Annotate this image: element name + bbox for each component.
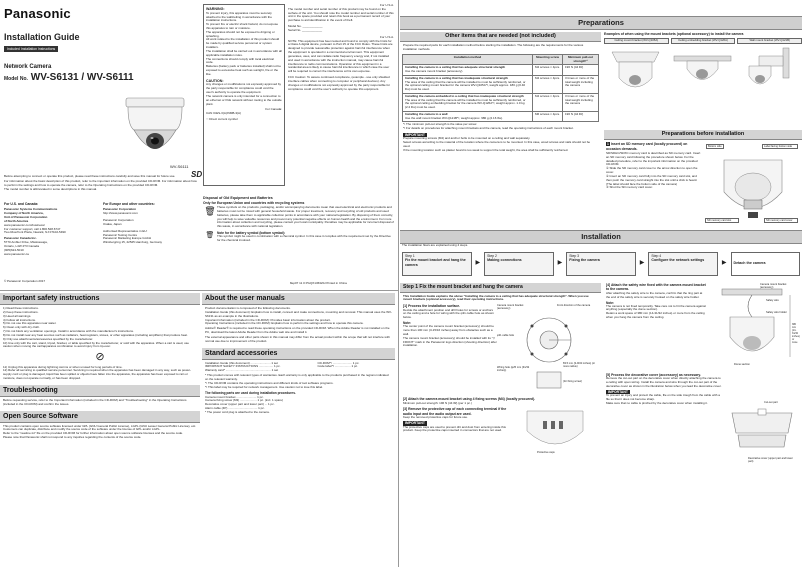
strength-cell: 3 times or more of the total weight including the camera — [563, 93, 599, 111]
copyright: © Panasonic Corporation 2017 — [4, 279, 46, 283]
arrow-right-icon: ▶ — [721, 260, 727, 267]
parts-heading: The following parts are used during installation procedures. — [205, 391, 296, 396]
warnings-box — [203, 4, 285, 186]
step-box — [402, 252, 472, 276]
accessories-title: Standard accessories — [202, 348, 395, 360]
diagram-label: (for fixing screw) — [563, 380, 583, 384]
step1-continued — [604, 283, 802, 493]
us-line: www.panasonic.com/business/ — [4, 222, 45, 227]
step-label: Configure the network settings — [651, 258, 705, 263]
important-badge: IMPORTANT — [405, 421, 425, 426]
accessory-item: Installation Guide (this document) ........................ 1 set — [205, 360, 278, 365]
eu-line: Panasonic Testing Centre — [103, 232, 138, 237]
sd-step-number: 1 — [607, 142, 609, 147]
diagram-label: Protective caps — [537, 451, 555, 455]
sd-step: ② Insert an SD memory card fully into the SD memory card slot, and then push the memory card straight into the slot until a click is heard. (The label should face the bottom side of the camera) — [606, 173, 698, 186]
example-label: Ceiling embedding bracket (WV-Q126A) — [671, 38, 736, 44]
canada-label: For Canada: — [265, 107, 282, 112]
camera-illustration — [122, 96, 188, 164]
eu-line: Panasonic Marketing Europe GmbH — [103, 236, 152, 241]
examples-section — [604, 32, 802, 103]
us-line: Two Riverfront Plaza, Newark, NJ 07102-5490 — [4, 230, 66, 235]
safety-item: 5) Do not use this apparatus near water. — [3, 321, 57, 326]
method-sub: Use the camera mount bracket (accessory). — [405, 69, 464, 74]
us-line: www.panasonic.ca — [4, 251, 29, 256]
important-item: To prevent an injury and protect the cable, file on the side trough from the cable with a file so that it does not become sharp. — [606, 393, 720, 402]
safety-item: 1) Read these instructions. — [3, 306, 39, 311]
eu-line: Panasonic Corporation — [103, 207, 137, 212]
fcc-intro: The model number and serial number of this product may be found on the surface of the unit. You should note the model number and serial number of this unit in the space provided and retain this book as a permanent record of your purchase to aid identification in the event of theft. — [288, 6, 394, 23]
substep-title-text: Attach the camera mount bracket using 4 fixing screws (M4) (locally procured). — [407, 397, 536, 402]
bin-icon: 🗑 — [204, 206, 216, 217]
us-contacts — [4, 202, 100, 256]
caution-title: CAUTION: — [206, 78, 224, 83]
important-item: If the mounting location such as plaster board is too weak to support the total weight, the area shall be sufficiently reinforced. — [403, 147, 569, 152]
cover-bullet: For information about the basic description of this product, refer to the important information on the provided CD-ROM. For information about how to perform the settings and how to operate the camera, refer to the Operating Instructions on the provided CD-ROM. — [4, 178, 197, 187]
accessory-item: Warranty card* ...................................................... 1 set — [205, 368, 279, 373]
eu-line: Winsbergring 15, 22525 Hamburg, Germany — [103, 240, 163, 245]
accessory-item: IMPORTANT SAFETY INSTRUCTIONS ................. 1 pc. — [205, 364, 281, 369]
about-item: Operating Instructions (included in the CD-ROM): Explains how to perform the settings and how to operate this camera. — [205, 321, 364, 326]
screw-cell: M6 screws × 4pcs. — [533, 111, 563, 122]
other-items-section — [400, 32, 601, 154]
substep-4-text: After attaching the safety wire to the camera, confirm that the ring part at the end of the safety wire is securely hooked on the safety wire holder. — [606, 290, 703, 299]
diagram-label: Decorative cover (upper part and lower part) — [748, 457, 793, 464]
note-item: Retain a work space of 380 mm {14-31/32 inches} or more from the ceiling when you hang the camera from the ceiling. — [606, 311, 705, 320]
diagram-label: 83.5 mm {3-9/32 inches} (or more radius) — [563, 362, 596, 369]
safety-item: 4) Follow all instructions. — [3, 317, 36, 322]
step-box — [648, 252, 718, 276]
substep-number: [1] — [403, 304, 409, 309]
part-item: Camera fixing screw (M3) .................... 1 pc. (incl. 1 spare) — [205, 398, 284, 403]
step-number: Step 3 — [569, 254, 580, 258]
troubleshooting-text: Before requesting service, refer to the Important Information (included in the CD-ROM) and "Troubleshooting" in the Operating Instructions (included in the CD-ROM) and confirm the issues. — [3, 397, 187, 406]
diagram-label: Cut-out part — [764, 401, 778, 404]
fcc-us-label: For U.S.A. — [379, 3, 394, 7]
step-label: Detach the camera — [733, 261, 766, 265]
substep-title-text: Process the decorative cover (accessory) as necessary. — [611, 373, 701, 377]
battery-note-title: Note for the battery symbol (bottom symbol): — [217, 231, 286, 236]
installation-intro: The installation flows are explained using 4 steps. — [402, 243, 469, 247]
safety-item: 9) Only use attachments/accessories specified by the manufacturer. — [3, 336, 94, 341]
safety-wire-diagram — [708, 283, 800, 371]
table-header-row — [403, 54, 599, 65]
diagram-label: Safety wire — [766, 299, 779, 302]
diagram-label: Safety wire holder — [766, 311, 787, 314]
step-label: Fix the mount bracket and hang the camera — [405, 258, 466, 268]
diagram-label: Dome section — [734, 363, 750, 366]
disposal-subtitle: Only for European Union and countries with recycling systems — [203, 200, 305, 205]
fcc-box — [288, 4, 394, 184]
about-item: Important Information (included in the CD-ROM): Provides basic information about the product. — [205, 317, 331, 322]
warning-item: The apparatus should not be exposed to dripping or splashing. — [206, 29, 275, 38]
steps-flow — [402, 252, 800, 276]
method-title: Installing the camera to a ceiling that has adequate structural strength — [405, 65, 506, 70]
dc-symbol-line — [206, 118, 282, 122]
diagram-label: Wiring hole (φ25 mm {31/32 inches}) — [497, 366, 530, 373]
substep-title-text: Attach the safety wire fixed with the camera mount bracket to the camera. — [606, 283, 706, 292]
part-item: Decorative cover (upper part and lower part) ... 1 pc. — [205, 402, 275, 407]
substep-3-text: Keep the removed protective caps for future use. — [403, 415, 468, 420]
guide-title: Installation Guide — [4, 31, 80, 42]
important-item: Make sure that no cable is pinched by the decorative cover when installing it. — [606, 400, 708, 405]
before-install-section — [604, 130, 802, 230]
warning-title: WARNING: — [206, 7, 225, 11]
screw-cell: M4 screws × 4pcs. — [533, 75, 563, 93]
us-line: Ontario, L4W 2T3 Canada — [4, 243, 40, 248]
note-item: The camera is not fixed temporarily. Take care not to hit the camera against anything (especially the dome section). — [606, 303, 706, 312]
canada-text: CAN ICES-3(A)/NMB-3(A) — [206, 111, 242, 116]
sd-label: SD memory card slot — [705, 218, 739, 223]
table-note: *¹ The minimum pull-out strength is the value per screw. — [403, 122, 477, 127]
note-item: The center point of the camera mount bracket (accessory) should be more than 100 mm {3-15/16 inches} away from obstacles such as a wall. — [403, 324, 494, 336]
strength-cell: 196 N {44 lbf} — [563, 65, 599, 76]
arrow-right-icon: ▶ — [475, 260, 481, 267]
us-line: of North America — [4, 218, 29, 223]
safety-item: 10) Use only with the cart, stand, tripod, bracket, or table specified by the manufacturer, or sold with the apparatus. When a cart is used, use caution when moving the cart/apparatus combination to avoid injury from tip-over. — [3, 340, 189, 349]
accessory-note: *¹ The CD-ROM contains the operating instructions and different kinds of tool software programs. — [205, 380, 334, 385]
sd-label: Label facing bottom side — [762, 144, 798, 149]
diagram-label: Front direction of the camera — [557, 304, 591, 308]
serial-field: Serial No. ____________ — [288, 27, 323, 32]
important-item: Select screws according to the material of the location where the camera is to be mounted. In this case, wood screws and nails should not be used. — [403, 140, 591, 149]
eu-heading: For Europe and other countries: — [103, 202, 155, 206]
us-line: Panasonic Systems Communications — [4, 207, 58, 212]
table-row — [403, 93, 599, 111]
safety-title: Important safety instructions — [0, 293, 200, 305]
sd-text: SD/SDHC/SDXC memory card is described as SD memory card. Insert an SD memory card following the procedure shown below. For the detailed procedure, refer to the important information on the provided CD-ROM. — [606, 150, 701, 167]
important-badge: IMPORTANT — [608, 389, 628, 394]
step-label: Making connections — [487, 258, 522, 263]
safety-item: 8) Do not install near any heat sources such as radiators, heat registers, stoves, or other apparatus (including amplifiers) that produce heat. — [3, 332, 188, 337]
diagram-label: φ31 cable hole — [497, 334, 515, 338]
important-badge: IMPORTANT — [405, 132, 425, 137]
model-numbers: WV-S6131 / WV-S6111 — [30, 72, 134, 83]
model-field: Model No. ____________ — [288, 24, 323, 29]
wall-bracket-illustration — [737, 44, 800, 102]
part-item: Alarm cable (4P) ................................... 1 pc. — [205, 406, 265, 411]
us-line: 5770 Ambler Drive, Mississauga, — [4, 240, 48, 245]
warning-item: To prevent fire or electric shock hazard, do not expose this apparatus to rain or moisture. — [206, 22, 279, 30]
step1-section — [400, 283, 601, 460]
method-title: Installing the camera embedded to a ceiling that has inadequate structural strength — [405, 93, 524, 98]
model-label: Model No. — [288, 24, 302, 29]
safety-item: 11) Unplug this apparatus during lightning storms or when unused for long periods of time. — [3, 364, 123, 369]
oss-item: Please note that Panasonic shall not respond to any inquiries regarding the contents of the source code. — [3, 435, 142, 440]
disposal-section — [203, 196, 395, 243]
step-label: Fixing the camera — [569, 258, 600, 263]
sd-title — [606, 142, 702, 151]
fold-divider — [0, 290, 398, 291]
accessory-item: CD-ROM*¹ ....................... 1 pc. — [317, 360, 360, 365]
table-row — [403, 65, 599, 76]
accessory-note: *² This label may be required for network management. Use caution not to lose this label. — [205, 384, 324, 389]
step-box — [566, 252, 636, 276]
sd-title-text: Insert an SD memory card (locally procured) on occasion demands. — [606, 142, 688, 151]
substep-number: [5] — [606, 373, 612, 377]
about-title: About the user manuals — [202, 293, 395, 305]
accessory-note: * This product comes with relevant types of warranties. Each warranty is only applicable to the products purchased in the regions indicated on the relevant warranty. — [205, 373, 389, 381]
step-number: Step 4 — [651, 254, 662, 258]
example-label: Wall mount bracket (WV-Q121B) — [737, 38, 802, 44]
screw-cell: M4 screws × 4pcs. — [533, 93, 563, 111]
important-item: Prepare mounting screws (M4) and anchor bolts to be mounted on a ceiling and wall separately. — [403, 136, 531, 141]
safety-section — [0, 293, 200, 442]
table-note: *² For details on procedures for attaching mount brackets and the camera, read the operating instructions of each mount bracket. — [403, 126, 574, 131]
battery-note: This symbol might be used in combination with a chemical symbol. In this case it complies with the requirement set by the Directive for the chemical involved. — [217, 234, 391, 243]
substep-number: [4] — [606, 283, 611, 287]
us-line: Unit of Panasonic Corporation — [4, 215, 48, 220]
substep-2-text: Minimum pull-out strength: 196 N {44 lbf} (per 1 pc.) — [403, 400, 472, 405]
substep-number: [3] — [403, 407, 409, 412]
method-title: Installing the camera to a wall — [405, 111, 448, 116]
accessory-item: Code label*² ................... 1 pc. — [317, 364, 358, 369]
dc-icon: ⎓ — [206, 117, 210, 122]
eu-line: Osaka, Japan — [103, 221, 122, 226]
sd-card-illustration — [704, 142, 800, 230]
before-install-title: Preparations before installation — [604, 130, 802, 140]
step1-intro: This Installation Guide explains the above "Installing the camera to a ceiling that has adequate structural strength". When you use mount brackets (optional accessory), read their operating instructions. — [403, 293, 589, 302]
troubleshooting-title: Troubleshooting — [0, 385, 200, 397]
example-label: Ceiling mount bracket (WV-Q105A) — [604, 38, 669, 44]
serial-label: Serial No. — [288, 27, 302, 32]
battery-bin-icon: 🗑 — [205, 232, 215, 240]
us-line: For customer support, call 1.800.528.6747 — [4, 226, 61, 231]
camera-caption: WV-S6111 — [170, 164, 189, 169]
print-footer: 8ep07 11 0 PGQX1363ZA Printed in China — [290, 281, 347, 285]
safety-item: 12) Refer all servicing to qualified service personnel. Servicing is required when the apparatus has been damaged in any way, such as power-supply cord or plug is damaged, liquid has been spilled or objects have fallen into the apparatus, the apparatus has been exposed to rain or moisture, does not operate normally, or has been dropped. — [3, 368, 192, 380]
oss-item: Customers can duplicate, distribute and modify the source code of the software under the license of GPL and/or LGPL. — [3, 427, 161, 432]
decorative-cover-diagram — [724, 373, 800, 493]
warning-item: All work related to the installation of this product should be made by qualified service personnel or system installers. — [206, 37, 280, 50]
fcc-caution: FCC Caution: To assure continued compliance, (example - use only shielded interface cables when connecting to computer or peripheral devices). Any changes or modifications not expressly approved by the party responsible for compliance could void the user's authority to operate this equipment. — [288, 75, 391, 91]
diagram-label: Camera mount bracket (accessory) — [497, 304, 524, 311]
substep-title-text: Remove the protective cap of each connecting terminal if the audio input and the audio output are used. — [403, 407, 507, 416]
warning-item: To prevent injury, this apparatus must be securely attached to the wall/ceiling in accordance with the installation instructions. — [206, 10, 272, 23]
diagram-label: 380 mm {14-31/32 inches} or more — [792, 323, 800, 345]
method-title: Installing the camera to a ceiling that has inadequate structural strength — [405, 75, 508, 80]
dc-label: Direct current symbol — [209, 117, 238, 122]
substep-1-text: Decide the attachment position and drill holes for screws or anchors on the ceiling and a hole for wiring with the φ31 cable hole as shown below. — [403, 307, 494, 320]
fcc-note: NOTE: This equipment has been tested and found to comply with the limits for a Class A digital device, pursuant to Part 15 of the FCC Rules. These limits are designed to provide reasonable protection against harmful interference when the equipment is operated in a commercial environment. This equipment generates, uses, and can radiate radio frequency energy and, if not installed and used in accordance with the instruction manual, may cause harmful interference to radio communications. Operation of this equipment in a residential area is likely to cause harmful interference in which case the user will be required to correct the interference at his own expense. — [288, 38, 393, 74]
screw-cell: M4 screws × 4pcs. — [533, 65, 563, 76]
warning-item: The connections should comply with local electrical code. — [206, 56, 274, 65]
cart-warning-icon: ⊘ — [95, 351, 105, 364]
other-items-title: Other items that are needed (not included) — [400, 32, 601, 42]
oss-title: Open Source Software — [0, 411, 200, 423]
us-line: (905)624-5010 — [4, 247, 24, 252]
parts-note: * The power cord plug is attached to the camera. — [205, 409, 270, 414]
caution-item: Any changes or modifications not expressly approved by the party responsible for compliance could void the user's authority to operate the equipment. — [206, 82, 282, 95]
about-intro: Product documentation is composed of the following documents. — [205, 306, 291, 311]
substep-5-text: Remove the cut-out part on the decorative cover when directly attaching the camera to a ceiling with open wiring. Install the camera and wire through the cut-out part of the decorative cover as shown in the illustration below when you lead the decorative cover. — [606, 376, 722, 389]
eu-line: http://www.panasonic.com — [103, 211, 138, 216]
examples-title: Examples of when using the mount brackets (optional accessory) to install the camera — [604, 32, 744, 36]
cover-bullet: The model number is abbreviated in some descriptions in this manual. — [4, 187, 98, 192]
fcc-note-label: For U.S.A. — [379, 34, 394, 39]
disposal-title: Disposal of Old Equipment and Batteries — [203, 196, 273, 200]
about-adobe: Adobe® Reader® is required to read these operating instructions on the provided CD-ROM. When the Adobe Reader is not installed on the PC, download the latest Adobe Reader from the Adobe web site and install it. — [205, 326, 390, 335]
us-line: Panasonic Canada Inc. — [4, 236, 37, 241]
step-number: Step 2 — [487, 254, 497, 258]
safety-item: 6) Clean only with dry cloth. — [3, 325, 40, 330]
diagram-label: Camera mount bracket (accessory) — [760, 283, 787, 290]
part-item: Camera mount bracket ........................ 1 pc. — [205, 394, 264, 399]
cover-bullet: Before attempting to connect or operate this product, please read these instructions carefully and save this manual for future use. — [4, 174, 176, 178]
step-box — [484, 252, 554, 276]
brand-logo: Panasonic — [4, 6, 71, 21]
product-type: Network Camera — [4, 64, 52, 70]
safety-item: 2) Keep these instructions. — [3, 309, 39, 314]
sd-step: ③ Shut the SD memory card cover. — [606, 185, 653, 190]
step-number: Step 1 — [405, 254, 415, 258]
note-item: The camera mount bracket (accessory) should be installed with its "▽ FRONT" mark in the Panasonic logo direction (shooting direction) after installation. — [403, 335, 497, 348]
us-line: Company of North America, — [4, 211, 44, 216]
model-line — [4, 71, 194, 84]
safety-item: 7) Do not block any ventilation openings. Install in accordance with the manufacturer's instructions. — [3, 329, 134, 334]
method-sub: The area of the ceiling that the camera will be installed to must be sufficiently reinforced, or the optional ceiling embedding bracket for the camera WV-Q126A*², weight approx. 1.0 kg {2.2 lbs} must be used. — [405, 97, 526, 110]
caution-item: The network camera is only intended for a connection to an ethernet or PoE network without routing to the outside plant. — [206, 93, 282, 106]
oss-item: This product contains open source software licensed under GPL (GNU General Public License), LGPL (GNU Lesser General Public License), etc. — [3, 423, 197, 428]
about-section — [202, 293, 395, 417]
note-label: Note: — [606, 300, 615, 305]
other-items-intro: Prepare the required parts for each installation method before starting the installation. The following are the requirements for the various installation methods. — [403, 43, 584, 51]
safety-item: 3) Heed all warnings. — [3, 313, 32, 318]
warning-item: Batteries (battery pack or batteries installed) shall not be exposed to excessive heat such as sunlight, fire or the like. — [206, 64, 281, 76]
substep-title-text: Process the installation surface. — [408, 304, 461, 309]
strength-cell: 3 times or more of the total weight including the camera — [563, 75, 599, 93]
column-header: Installation method — [403, 54, 533, 65]
disposal-text: These symbols on the products, packaging, and/or accompanying documents mean that used electrical and electronic products and batteries must not be mixed with general household waste. For proper treatment, recovery and recycling of old products and used batteries, please take them to applicable collection points in accordance with your national legislation. By disposing of them correctly, you will help to save valuable resources and prevent any potential negative effects on human health and the environment. For more information about collection and recycling, please contact your local municipality. Penalties may be applicable for incorrect disposal of this waste, in accordance with national legislation. — [217, 205, 394, 229]
fold-divider — [398, 0, 399, 567]
about-extra: The external appearance and other parts shown in this manual may differ from the actual product within the scope that will not interfere with normal use due to improvement of the product. — [205, 334, 390, 343]
about-item: Installation Guide (this document): Explains how to install, connect and make connections, mounting and removal. This manual uses the WV-S6131 as an example in the illustrations. — [205, 309, 392, 318]
table-row — [403, 75, 599, 93]
strength-cell: 196 N {44 lbf} — [563, 111, 599, 122]
cover-bullets — [4, 175, 200, 192]
eu-contacts — [103, 202, 199, 245]
substep-3-important: The protective caps are used to prevent dirt and dust from entering inside this product. Keep the protective caps inserted in connectors that are not used. — [403, 424, 506, 433]
sd-label: Bottom side — [708, 145, 722, 149]
sd-label: SD memory card cover — [764, 218, 798, 223]
embedding-bracket-illustration — [671, 44, 734, 102]
installation-method-table — [402, 54, 599, 123]
preparations-title: Preparations — [400, 16, 802, 30]
step-box — [731, 252, 801, 276]
eu-line: Authorised Representative in EU: — [103, 228, 148, 233]
substep-number: [2] — [403, 397, 408, 402]
installation-title: Installation — [400, 230, 802, 244]
oss-item: Refer to the "readme.txt" file on the provided CD-ROM for further information about open source software licenses and the source code. — [3, 431, 184, 436]
protective-caps-diagram — [513, 407, 597, 459]
column-header: Mounting screw — [533, 54, 563, 65]
method-sub: The area of the ceiling that the camera will be installed to must be sufficiently reinforced, or the optional ceiling mount bracket for the camera WV-Q105A*², weight approx. 180 g {0.40 lbs} must be used. — [405, 79, 526, 92]
sd-step: ① Slide the SD memory card cover to the arrow direction to open the cover. — [606, 166, 698, 175]
arrow-right-icon: ▶ — [639, 260, 645, 267]
note-label: Note: — [403, 321, 412, 326]
ceiling-bracket-illustration — [604, 44, 667, 102]
sdxc-logo: SD — [191, 170, 203, 179]
eu-line: Panasonic Corporation — [103, 218, 134, 223]
step1-title: Step 1 Fix the mount bracket and hang the camera — [400, 283, 601, 293]
included-badge: Included Installation Instructions — [4, 46, 58, 52]
table-row — [403, 111, 599, 122]
column-header: Minimum pull-out strength*¹ — [563, 54, 599, 65]
arrow-right-icon: ▶ — [557, 260, 563, 267]
us-heading: For U.S. and Canada: — [4, 202, 39, 206]
warning-item: The installation shall be carried out in accordance with all applicable installation rules. — [206, 48, 282, 57]
method-sub: Use the wall mount bracket WV-Q121B*², weight approx. 980 g {2.16 lbs}. — [405, 115, 503, 120]
model-prefix: Model No. — [4, 76, 28, 82]
